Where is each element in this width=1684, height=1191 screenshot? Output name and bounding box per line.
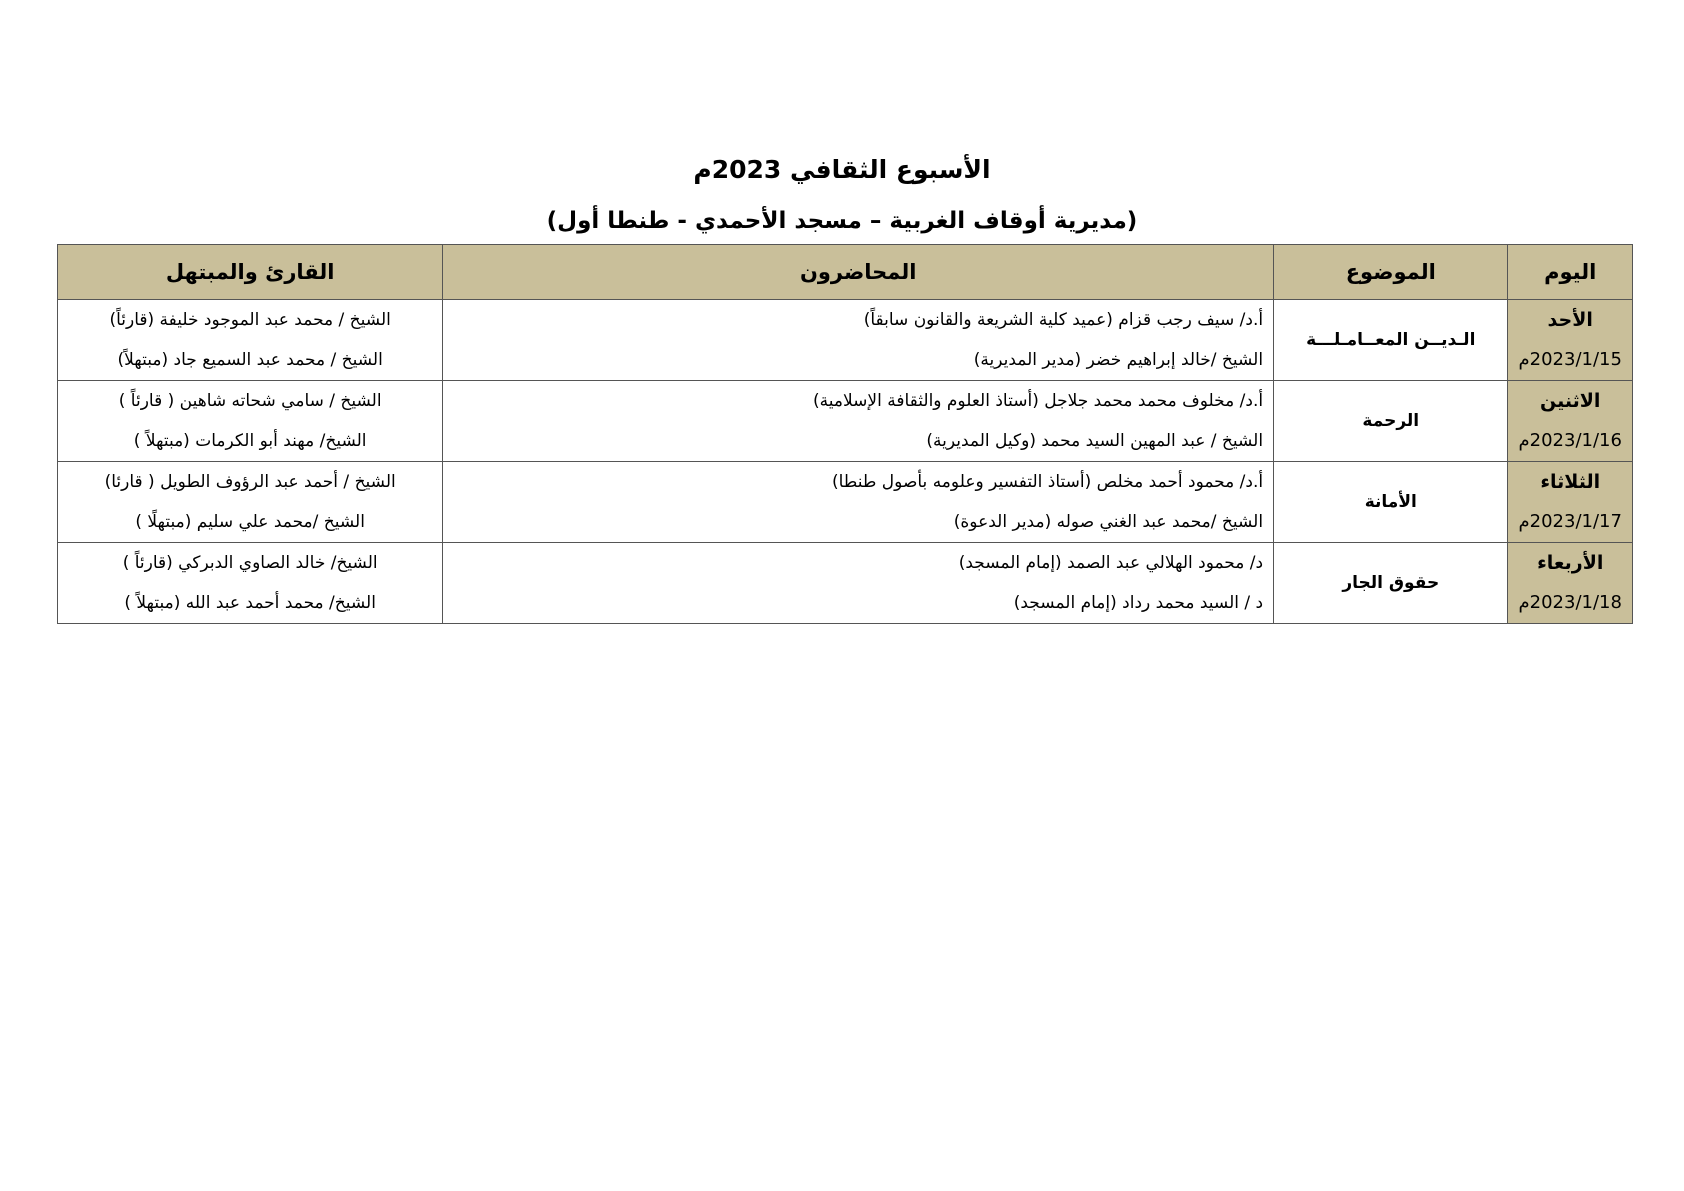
day-date: 2023/1/18م [1518, 592, 1622, 613]
day-date: 2023/1/15م [1518, 349, 1622, 370]
header-topic: الموضوع [1274, 245, 1508, 300]
day-cell [1508, 462, 1633, 543]
lecturers-cell [443, 462, 1274, 543]
header-readers: القارئ والمبتهل [58, 245, 443, 300]
lecturer-name: د / السيد محمد رداد (إمام المسجد) [1013, 593, 1264, 613]
day-cell [1508, 381, 1633, 462]
day-cell [1508, 300, 1633, 381]
day-date: 2023/1/16م [1518, 430, 1622, 451]
schedule-table [57, 244, 1633, 624]
reader-name: الشيخ/ خالد الصاوي الدبركي (قارئاً ) [122, 553, 378, 573]
reader-name: الشيخ/ مهند أبو الكرمات (مبتهلاً ) [133, 431, 367, 451]
lecturers-cell [443, 381, 1274, 462]
reader-name: الشيخ / سامي شحاته شاهين ( قارئاً ) [118, 391, 382, 411]
lecturers-cell [443, 300, 1274, 381]
day-name: الاثنين [1540, 390, 1601, 412]
header-lecturers: المحاضرون [443, 245, 1274, 300]
table-header-row [58, 245, 1633, 300]
table-row [58, 381, 1633, 462]
lecturer-name: أ.د/ سيف رجب قزام (عميد كلية الشريعة والقانون سابقاً) [863, 310, 1264, 330]
document-title: الأسبوع الثقافي 2023م [693, 155, 991, 184]
readers-cell [58, 543, 443, 624]
day-name: الأحد [1547, 309, 1593, 331]
reader-name: الشيخ / أحمد عبد الرؤوف الطويل ( قارئا) [104, 472, 396, 492]
topic-cell: الأمانة [1274, 462, 1508, 543]
topic-cell: الرحمة [1274, 381, 1508, 462]
table-body [58, 300, 1633, 624]
table-row [58, 543, 1633, 624]
lecturer-name: د/ محمود الهلالي عبد الصمد (إمام المسجد) [958, 553, 1264, 573]
readers-cell [58, 462, 443, 543]
lecturer-name: الشيخ / عبد المهين السيد محمد (وكيل المديرية) [926, 431, 1264, 451]
lecturer-name: الشيخ /خالد إبراهيم خضر (مدير المديرية) [973, 350, 1264, 370]
header-day: اليوم [1508, 245, 1633, 300]
readers-cell [58, 381, 443, 462]
day-name: الأربعاء [1537, 552, 1604, 574]
lecturers-cell [443, 543, 1274, 624]
reader-name: الشيخ / محمد عبد الموجود خليفة (قارئاً) [109, 310, 391, 330]
table-row [58, 300, 1633, 381]
topic-cell: الـديــن المعــامـلـــة [1274, 300, 1508, 381]
table-header [58, 245, 1633, 300]
topic-cell: حقوق الجار [1274, 543, 1508, 624]
lecturer-name: الشيخ /محمد عبد الغني صوله (مدير الدعوة) [953, 512, 1264, 532]
table-row [58, 462, 1633, 543]
day-name: الثلاثاء [1540, 471, 1601, 493]
reader-name: الشيخ / محمد عبد السميع جاد (مبتهلاً) [117, 350, 383, 370]
reader-name: الشيخ /محمد علي سليم (مبتهلًا ) [135, 512, 365, 532]
lecturer-name: أ.د/ محمود أحمد مخلص (أستاذ التفسير وعلومه بأصول طنطا) [831, 472, 1264, 492]
readers-cell [58, 300, 443, 381]
reader-name: الشيخ/ محمد أحمد عبد الله (مبتهلاً ) [124, 593, 376, 613]
day-cell [1508, 543, 1633, 624]
document-subtitle: (مديرية أوقاف الغربية – مسجد الأحمدي - طنطا أول) [546, 208, 1138, 234]
lecturer-name: أ.د/ مخلوف محمد محمد جلاجل (أستاذ العلوم والثقافة الإسلامية) [813, 391, 1264, 411]
day-date: 2023/1/17م [1518, 511, 1622, 532]
